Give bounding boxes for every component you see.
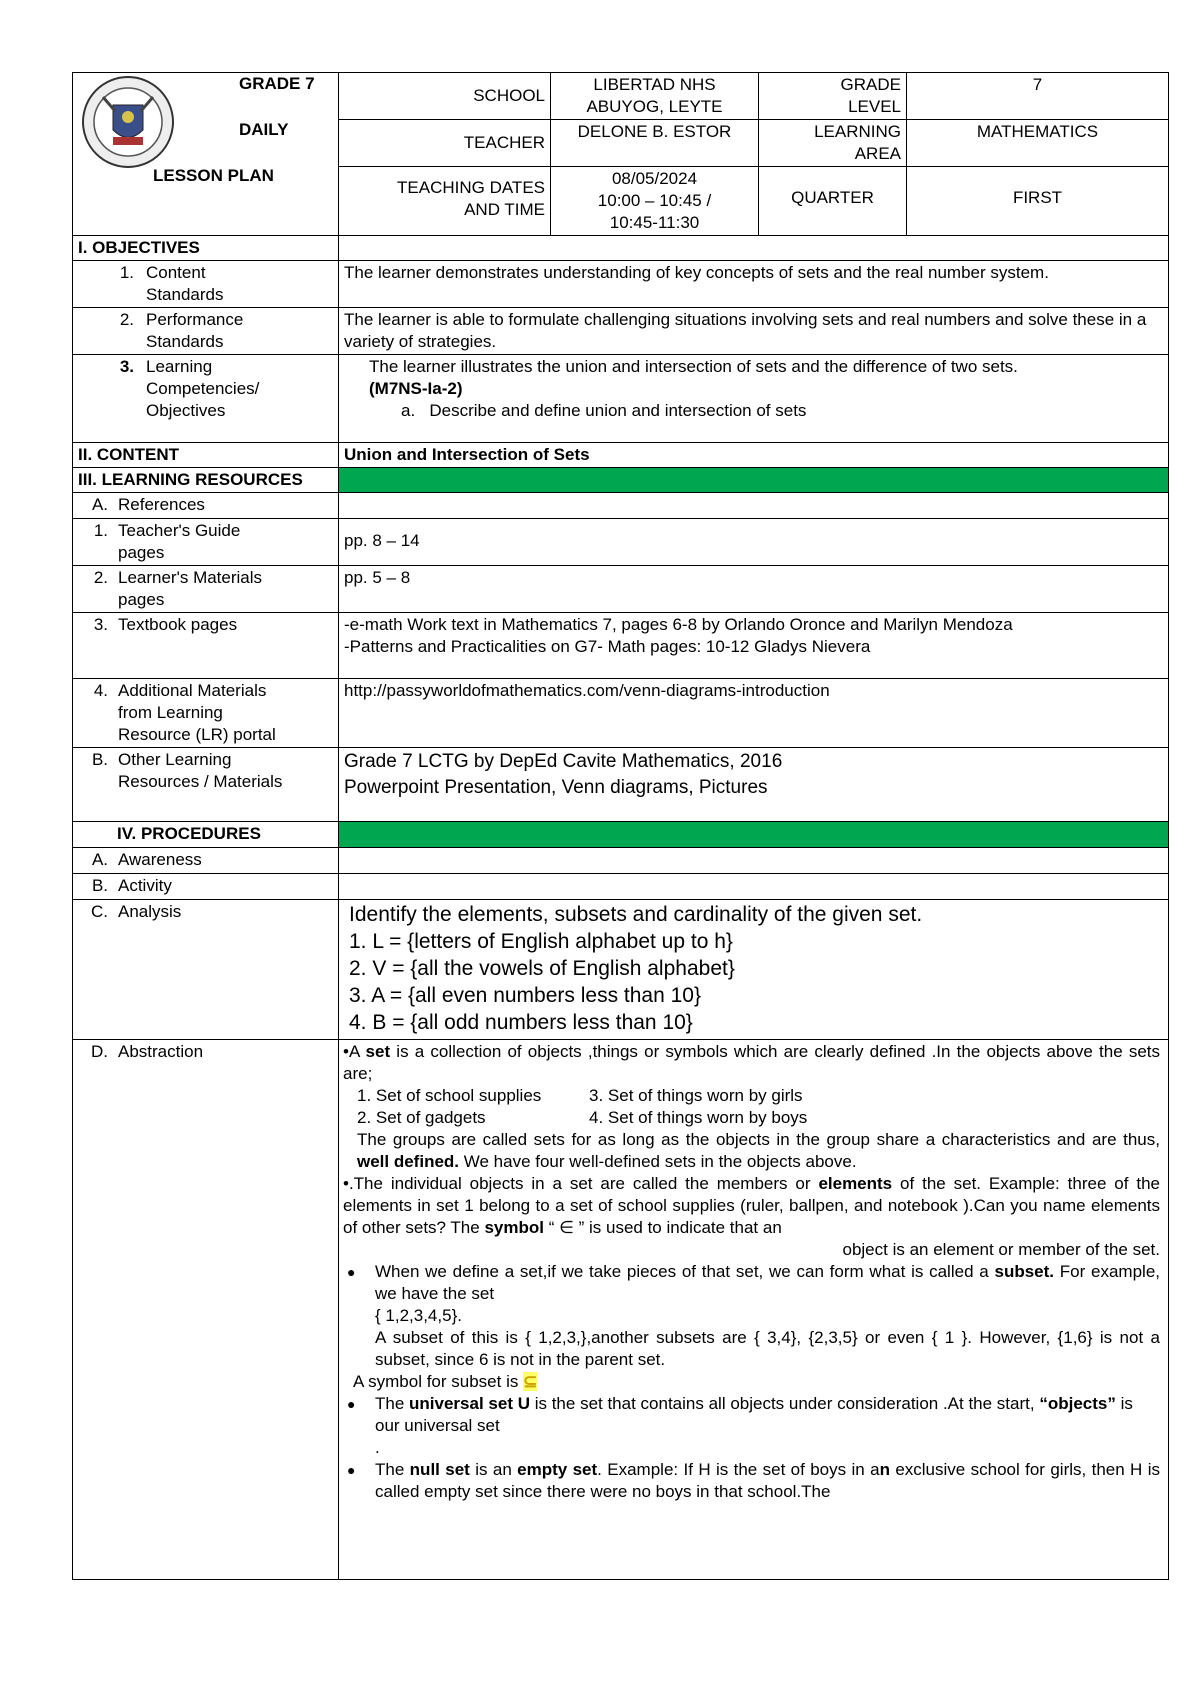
teachers-guide-value: pp. 8 – 14 bbox=[339, 519, 1169, 566]
references-row bbox=[73, 493, 1169, 519]
label-line1: Content bbox=[146, 263, 206, 282]
performance-standards-row bbox=[73, 308, 1169, 355]
other-ref-1: Grade 7 LCTG by DepEd Cavite Mathematics, 2016 bbox=[344, 751, 783, 772]
awareness-label bbox=[73, 848, 339, 874]
competencies-label bbox=[73, 355, 339, 443]
label-line3: Resource (LR) portal bbox=[118, 725, 276, 744]
stray-period: . bbox=[375, 1438, 380, 1457]
awareness-value bbox=[339, 848, 1169, 874]
title-daily: DAILY bbox=[239, 120, 289, 139]
learning-area-label bbox=[759, 120, 907, 167]
label-line2: pages bbox=[118, 590, 165, 609]
abstraction-value bbox=[339, 1040, 1169, 1580]
abstraction-row bbox=[73, 1040, 1169, 1580]
label-line2: Standards bbox=[146, 332, 224, 351]
textbook-value bbox=[339, 613, 1169, 679]
performance-standards-value: The learner is able to formulate challenging situations involving sets and real numbers and solve these in a variety of strategies. bbox=[339, 308, 1169, 355]
grade-label-line2: LEVEL bbox=[848, 97, 901, 116]
label-line1: Learning bbox=[146, 357, 213, 376]
analysis-value bbox=[339, 900, 1169, 1040]
content-standards-row bbox=[73, 261, 1169, 308]
content-value: Union and Intersection of Sets bbox=[339, 443, 1169, 468]
activity-label bbox=[73, 874, 339, 900]
list-item: 1. Set of school supplies bbox=[357, 1086, 542, 1105]
grade-level-label bbox=[759, 73, 907, 120]
analysis-label bbox=[73, 900, 339, 1040]
label: Textbook pages bbox=[118, 615, 238, 634]
other-resources-label bbox=[73, 748, 339, 822]
header-row-school bbox=[73, 73, 1169, 120]
learning-area-line1: LEARNING bbox=[814, 122, 901, 141]
analysis-instruction: Identify the elements, subsets and cardinality of the given set. bbox=[349, 903, 923, 926]
example-set: { 1,2,3,4,5}. bbox=[375, 1306, 462, 1325]
resources-heading-row bbox=[73, 468, 1169, 493]
competency-code: (M7NS-Ia-2) bbox=[369, 379, 463, 398]
subset-symbol: ⊆ bbox=[523, 1372, 538, 1391]
label-line1: Other Learning bbox=[118, 750, 232, 769]
competency-text: The learner illustrates the union and intersection of sets and the difference of two sets. bbox=[369, 357, 1018, 376]
label-line1: Learner's Materials bbox=[118, 568, 263, 587]
label-line3: Objectives bbox=[146, 401, 226, 420]
quarter-label: QUARTER bbox=[759, 167, 907, 236]
bullet-icon: ● bbox=[347, 1396, 356, 1412]
letter: B. bbox=[91, 876, 108, 895]
procedures-heading: IV. PROCEDURES bbox=[73, 822, 339, 848]
textbook-ref-1: -e-math Work text in Mathematics 7, pages 6-8 by Orlando Oronce and Marilyn Mendoza bbox=[344, 615, 1013, 634]
learners-materials-value: pp. 5 – 8 bbox=[339, 566, 1169, 613]
objectives-heading-row bbox=[73, 236, 1169, 261]
abs-null-bullet: ● The null set is an empty set. Example: If H is the set of boys in an exclusive school for girls, then H is called empty set since there were no boys in that school.The bbox=[347, 1460, 1160, 1501]
school-value bbox=[551, 73, 759, 120]
abs-set-list-row2 bbox=[343, 1107, 1160, 1129]
analysis-item: 4. B = {all odd numbers less than 10} bbox=[349, 1011, 693, 1034]
abstraction-label bbox=[73, 1040, 339, 1580]
label-line1: Teacher's Guide bbox=[118, 521, 241, 540]
resources-heading: III. LEARNING RESOURCES bbox=[73, 468, 339, 493]
textbook-label bbox=[73, 613, 339, 679]
procedures-green-bar bbox=[339, 822, 1169, 848]
item-number: 1. bbox=[93, 521, 108, 540]
school-label: SCHOOL bbox=[339, 73, 551, 120]
label-line2: Resources / Materials bbox=[118, 772, 283, 791]
competencies-row bbox=[73, 355, 1169, 443]
dates-label-line1: TEACHING DATES bbox=[397, 178, 545, 197]
references-label bbox=[73, 493, 339, 519]
item-number: 3. bbox=[93, 615, 108, 634]
grade-label-line1: GRADE bbox=[840, 75, 901, 94]
abs-universal-bullet: ● The universal set U is the set that contains all objects under consideration .At the start, “objects” is our universal set . bbox=[343, 1393, 1160, 1459]
list-item: 4. Set of things worn by boys bbox=[589, 1108, 808, 1127]
procedures-heading-row bbox=[73, 822, 1169, 848]
analysis-item: 1. L = {letters of English alphabet up to h} bbox=[349, 930, 733, 953]
analysis-item: 2. V = {all the vowels of English alphabet} bbox=[349, 957, 735, 980]
date: 08/05/2024 bbox=[611, 169, 698, 188]
item-number: 4. bbox=[93, 681, 108, 700]
abs-subset-bullet: ● When we define a set,if we take pieces of that set, we can form what is called a subset. For example, we have the set { 1,2,3,4,5}. A subset of this is { 1,2,3,},another subsets are { 3,4}, {2,3,5} or even { 1 }. However, {1,6} is not a subset, since 6 is not in the parent set. bbox=[347, 1262, 1160, 1369]
teacher-label: TEACHER bbox=[339, 120, 551, 167]
resources-green-bar bbox=[339, 468, 1169, 493]
grade-level-value: 7 bbox=[907, 73, 1169, 120]
label: Abstraction bbox=[118, 1042, 204, 1061]
bullet-icon: ● bbox=[347, 1462, 356, 1478]
abs-subset-symbol: A symbol for subset is ⊆ bbox=[353, 1372, 538, 1391]
competency-sub bbox=[369, 400, 1163, 422]
performance-standards-label bbox=[73, 308, 339, 355]
sub-letter: a. bbox=[401, 401, 416, 420]
other-ref-2: Powerpoint Presentation, Venn diagrams, Pictures bbox=[344, 777, 768, 798]
letter: C. bbox=[91, 902, 108, 921]
school-name: LIBERTAD NHS bbox=[593, 75, 716, 94]
references-value bbox=[339, 493, 1169, 519]
quarter-value: FIRST bbox=[907, 167, 1169, 236]
learning-area-value: MATHEMATICS bbox=[907, 120, 1169, 167]
additional-materials-label bbox=[73, 679, 339, 748]
content-standards-label bbox=[73, 261, 339, 308]
bullet-icon: ● bbox=[347, 1264, 356, 1280]
textbook-ref-2: -Patterns and Practicalities on G7- Math pages: 10-12 Gladys Nievera bbox=[344, 637, 871, 656]
list-item: 2. Set of gadgets bbox=[357, 1108, 486, 1127]
letter: A. bbox=[91, 850, 108, 869]
item-number: 2. bbox=[93, 568, 108, 587]
awareness-row bbox=[73, 848, 1169, 874]
activity-row bbox=[73, 874, 1169, 900]
label-line2: Standards bbox=[146, 285, 224, 304]
abs-elements: •.The individual objects in a set are called the members or elements of the set. Example: three of the elements in set 1 belong to a set of school supplies (ruler, ballpen, and notebook ).Can you name elements of other sets? The symbol “ ∈ ” is used to indicate that an bbox=[343, 1174, 1160, 1237]
list-item: 3. Set of things worn by girls bbox=[589, 1086, 803, 1105]
lesson-plan-page bbox=[72, 72, 1168, 1580]
label-line2: Competencies/ bbox=[146, 379, 260, 398]
analysis-item: 3. A = {all even numbers less than 10} bbox=[349, 984, 701, 1007]
abs-set-definition: •A set is a collection of objects ,things or symbols which are clearly defined .In the objects above the sets are; bbox=[343, 1042, 1161, 1083]
title-lesson-plan: LESSON PLAN bbox=[153, 166, 274, 185]
label: Activity bbox=[118, 876, 172, 895]
subset-examples: A subset of this is { 1,2,3,},another subsets are { 3,4}, {2,3,5} or even { 1 }. However, {1,6} is not a subset, since 6 is not in the parent set. bbox=[375, 1328, 1160, 1369]
lesson-plan-table bbox=[72, 72, 1169, 1580]
learners-materials-row bbox=[73, 566, 1169, 613]
objectives-heading: I. OBJECTIVES bbox=[73, 236, 339, 261]
objectives-heading-empty bbox=[339, 236, 1169, 261]
abs-well-defined: The groups are called sets for as long as the objects in the group share a characteristics and are thus, well defined. We have four well-defined sets in the objects above. bbox=[357, 1130, 1160, 1171]
analysis-row bbox=[73, 900, 1169, 1040]
label: Awareness bbox=[118, 850, 202, 869]
teachers-guide-label bbox=[73, 519, 339, 566]
content-row bbox=[73, 443, 1169, 468]
dates-label-line2: AND TIME bbox=[464, 200, 545, 219]
other-resources-value bbox=[339, 748, 1169, 822]
teachers-guide-row bbox=[73, 519, 1169, 566]
dates-value bbox=[551, 167, 759, 236]
time-1: 10:00 – 10:45 / bbox=[597, 191, 712, 210]
label-line2: from Learning bbox=[118, 703, 223, 722]
title-grade: GRADE 7 bbox=[239, 74, 315, 93]
label-line1: Performance bbox=[146, 310, 244, 329]
label-line1: Additional Materials bbox=[118, 681, 267, 700]
dates-label bbox=[339, 167, 551, 236]
content-heading: II. CONTENT bbox=[73, 443, 339, 468]
learning-area-line2: AREA bbox=[854, 144, 901, 163]
time-2: 10:45-11:30 bbox=[609, 213, 700, 232]
other-resources-row bbox=[73, 748, 1169, 822]
item-number: 3. bbox=[119, 357, 134, 376]
item-number: 2. bbox=[119, 310, 134, 329]
letter: A. bbox=[91, 495, 108, 514]
deped-seal-icon bbox=[73, 75, 188, 170]
school-location: ABUYOG, LEYTE bbox=[586, 97, 723, 116]
sub-text: Describe and define union and intersection of sets bbox=[429, 401, 807, 420]
content-standards-value: The learner demonstrates understanding of key concepts of sets and the real number system. bbox=[339, 261, 1169, 308]
label: Analysis bbox=[118, 902, 182, 921]
additional-materials-row bbox=[73, 679, 1169, 748]
label-line2: pages bbox=[118, 543, 165, 562]
letter: D. bbox=[91, 1042, 108, 1061]
abs-set-list-row1 bbox=[343, 1085, 1160, 1107]
competencies-value bbox=[339, 355, 1169, 443]
textbook-row bbox=[73, 613, 1169, 679]
letter: B. bbox=[91, 750, 108, 769]
item-number: 1. bbox=[119, 263, 134, 282]
teacher-value: DELONE B. ESTOR bbox=[551, 120, 759, 167]
abs-elements-end: object is an element or member of the set. bbox=[842, 1240, 1160, 1259]
learners-materials-label bbox=[73, 566, 339, 613]
label: References bbox=[118, 495, 205, 514]
additional-materials-value: http://passyworldofmathematics.com/venn-diagrams-introduction bbox=[339, 679, 1169, 748]
header-title-cell bbox=[73, 73, 339, 236]
activity-value bbox=[339, 874, 1169, 900]
